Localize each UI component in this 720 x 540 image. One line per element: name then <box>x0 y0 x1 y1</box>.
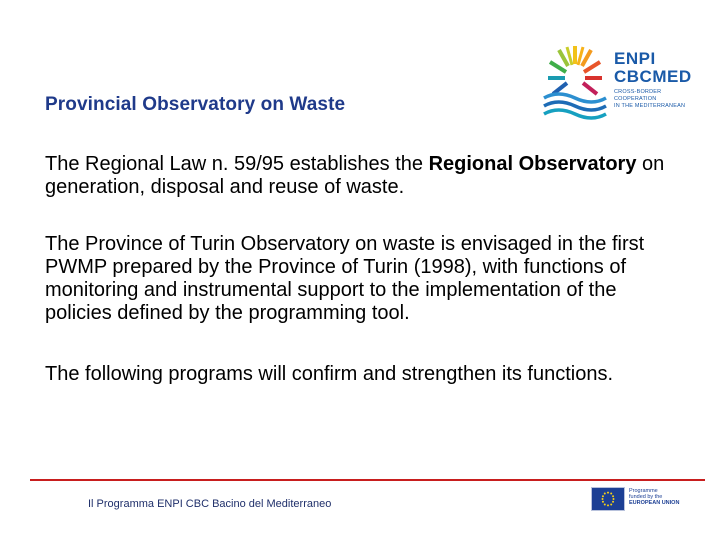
enpi-cbcmed-logo <box>540 40 700 120</box>
slide-title: Provincial Observatory on Waste <box>45 94 346 115</box>
logo-line4: IN THE MEDITERRANEAN <box>614 103 686 109</box>
eu-flag-icon <box>591 487 625 511</box>
paragraph-turin-observatory: The Province of Turin Observatory on waste is envisaged in the first PWMP prepared by the Province of Turin (1998), with functions of monitoring and instrumental support to the implementation of the policies defined by the programming tool. <box>45 233 645 324</box>
eu-funding-text <box>629 488 689 506</box>
eu-funding-badge <box>591 487 691 513</box>
paragraph1-part2: on generation, disposal and reuse of waste. <box>45 153 665 198</box>
footer-program-text: Il Programma ENPI CBC Bacino del Mediterraneo <box>88 498 332 510</box>
enpi-cbcmed-emblem-icon <box>540 40 610 120</box>
eu-line2: funded by the <box>629 494 663 500</box>
logo-line2: CBCMED <box>614 67 692 86</box>
paragraph1-bold: Regional Observatory <box>428 153 637 175</box>
eu-line3: EUROPEAN UNION <box>629 500 680 506</box>
paragraph-regional-law <box>45 153 685 199</box>
paragraph1-part1: The Regional Law n. 59/95 establishes the <box>45 153 429 175</box>
paragraph-following-programs: The following programs will confirm and strengthen its functions. <box>45 363 614 385</box>
logo-line1: ENPI <box>614 49 656 68</box>
footer-divider <box>30 479 705 481</box>
logo-wordmark <box>614 50 704 110</box>
logo-line3: CROSS-BORDER COOPERATION <box>614 89 662 102</box>
eu-line1: Programme <box>629 488 658 494</box>
